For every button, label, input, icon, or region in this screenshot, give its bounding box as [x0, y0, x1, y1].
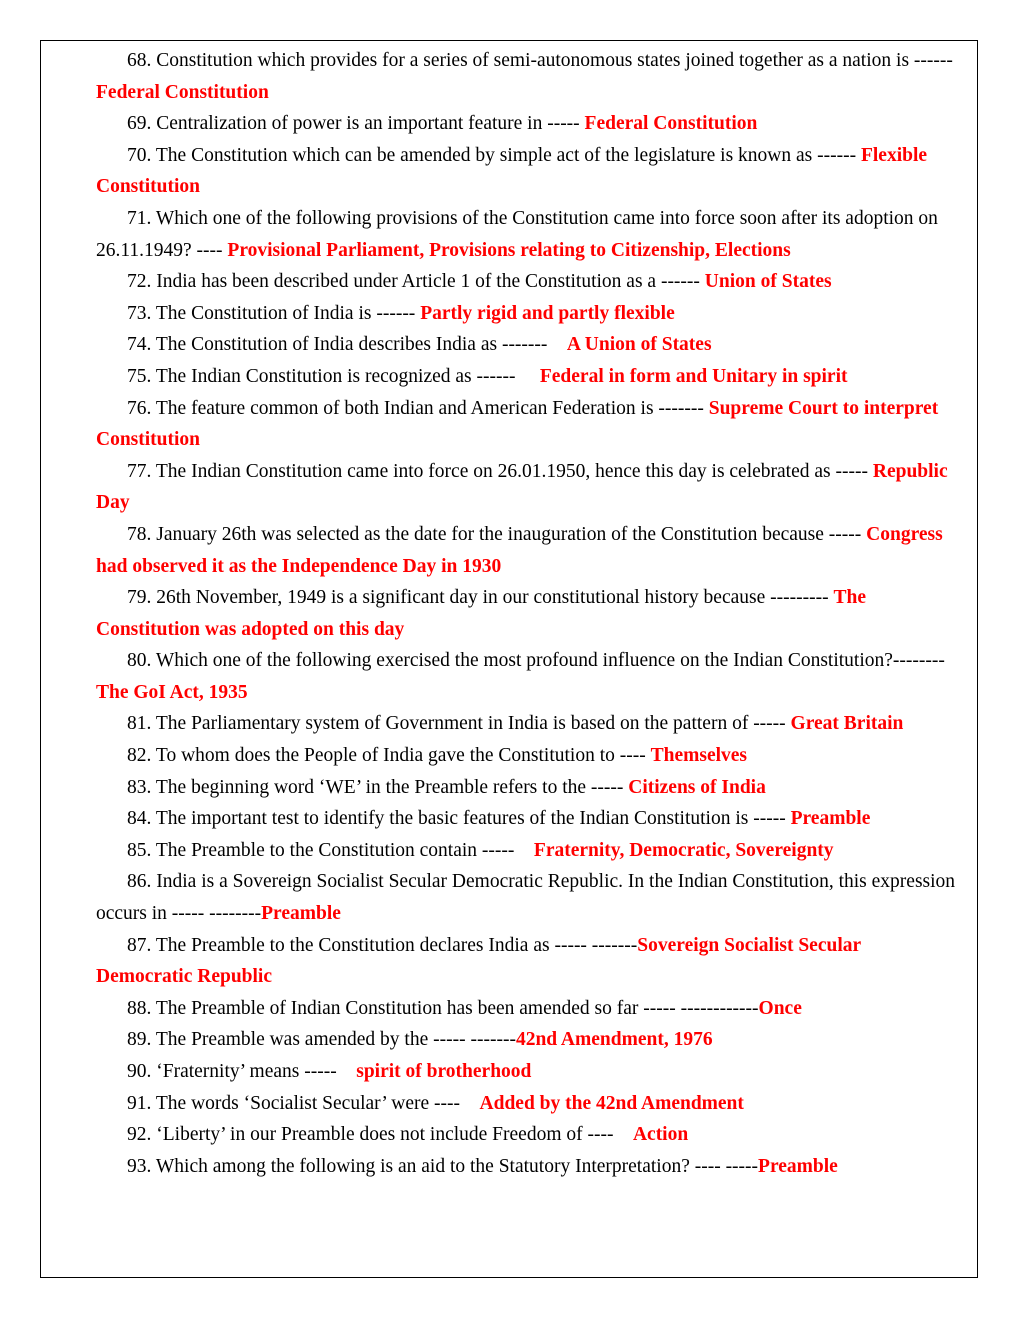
question-text: 73. The Constitution of India is ------	[127, 302, 421, 324]
answer-text: The GoI Act, 1935	[96, 681, 248, 703]
question-text: 88. The Preamble of Indian Constitution has been amended so far ----- ------------	[127, 997, 759, 1019]
question-item	[96, 329, 956, 361]
question-text: 77. The Indian Constitution came into force on 26.01.1950, hence this day is celebrated as -----	[127, 460, 873, 482]
question-text: 84. The important test to identify the basic features of the Indian Constitution is -----	[127, 808, 791, 830]
answer-text: Once	[758, 997, 802, 1019]
answer-text: The Constitution was adopted on this day	[96, 587, 866, 640]
question-text: 89. The Preamble was amended by the ----- -------	[127, 1029, 516, 1051]
answer-text: Provisional Parliament, Provisions relating to Citizenship, Elections	[227, 239, 791, 261]
question-text: 85. The Preamble to the Constitution contain -----	[127, 839, 534, 861]
question-item	[96, 1024, 956, 1056]
question-item	[96, 1088, 956, 1120]
answer-text: Supreme Court to interpret Constitution	[96, 397, 939, 451]
question-item	[96, 740, 956, 772]
question-text: 70. The Constitution which can be amended by simple act of the legislature is known as ------	[127, 144, 861, 166]
question-text: 71. Which one of the following provisions of the Constitution came into force soon after its adoption on 26.11.1949? ----	[96, 207, 938, 261]
question-text: 91. The words ‘Socialist Secular’ were ----	[127, 1092, 480, 1114]
answer-text: Added by the 42nd Amendment	[479, 1092, 744, 1114]
question-text: 81. The Parliamentary system of Government in India is based on the pattern of -----	[127, 713, 791, 735]
question-item	[96, 361, 956, 393]
question-text: 90. ‘Fraternity’ means -----	[127, 1061, 357, 1082]
question-text: 86. India is a Sovereign Socialist Secular Democratic Republic. In the Indian Constitution, this expression occurs in ----- --------	[96, 871, 956, 925]
answer-text: Preamble	[758, 1155, 838, 1177]
question-text: 93. Which among the following is an aid to the Statutory Interpretation? ---- -----	[127, 1155, 759, 1177]
answer-text: Preamble	[790, 808, 871, 830]
question-item	[96, 298, 956, 330]
question-item	[96, 203, 956, 266]
question-text: 82. To whom does the People of India gave the Constitution to ----	[127, 745, 651, 767]
answer-text: Fraternity, Democratic, Sovereignty	[533, 839, 834, 861]
question-item	[96, 519, 956, 582]
question-text: 80. Which one of the following exercised the most profound influence on the Indian Constitution?--------	[127, 650, 945, 672]
answer-text: A Union of States	[566, 334, 712, 356]
question-item	[96, 140, 956, 203]
question-item	[96, 45, 956, 108]
answer-text: Sovereign Socialist Secular Democratic Republic	[96, 934, 861, 988]
question-item	[96, 456, 956, 519]
answer-text: Federal in form and Unitary in spirit	[539, 365, 848, 387]
question-item	[96, 393, 956, 456]
question-text: 68. Constitution which provides for a series of semi-autonomous states joined together as a nation is ------	[127, 50, 953, 71]
answer-text: 42nd Amendment, 1976	[515, 1029, 713, 1051]
answer-text: Citizens of India	[628, 776, 766, 798]
question-item	[96, 1151, 956, 1183]
question-item	[96, 835, 956, 867]
question-item	[96, 803, 956, 835]
answer-text: Preamble	[261, 903, 341, 925]
answer-text: Federal Constitution	[584, 113, 758, 135]
question-item	[96, 108, 956, 140]
question-item	[96, 1056, 956, 1088]
answer-text: Congress had observed it as the Independence Day in 1930	[96, 523, 943, 577]
question-item	[96, 930, 956, 993]
question-text: 72. India has been described under Article 1 of the Constitution as a ------	[127, 271, 705, 293]
question-item	[96, 582, 956, 645]
question-text: 78. January 26th was selected as the date for the inauguration of the Constitution because -----	[127, 523, 867, 545]
answer-text: Action	[632, 1124, 689, 1146]
answer-text: Themselves	[650, 745, 748, 767]
question-text: 74. The Constitution of India describes India as -------	[127, 334, 567, 356]
question-text: 87. The Preamble to the Constitution declares India as ----- -------	[127, 934, 638, 956]
answer-text: Flexible Constitution	[96, 144, 928, 198]
question-text: 79. 26th November, 1949 is a significant day in our constitutional history because ---------	[127, 587, 834, 609]
question-item	[96, 772, 956, 804]
question-text: 83. The beginning word ‘WE’ in the Preamble refers to the -----	[127, 776, 629, 798]
answer-text: Federal Constitution	[96, 81, 269, 103]
question-list	[96, 45, 956, 1182]
answer-text: Great Britain	[790, 713, 904, 735]
answer-text: spirit of brotherhood	[356, 1061, 532, 1082]
question-text: 92. ‘Liberty’ in our Preamble does not include Freedom of ----	[127, 1124, 633, 1146]
question-item	[96, 1119, 956, 1151]
answer-text: Partly rigid and partly flexible	[420, 302, 675, 324]
question-text: 69. Centralization of power is an important feature in -----	[127, 113, 585, 135]
question-text: 75. The Indian Constitution is recognized as ------	[127, 365, 540, 387]
answer-text: Republic Day	[96, 460, 948, 514]
question-item	[96, 266, 956, 298]
answer-text: Union of States	[704, 271, 832, 293]
question-item	[96, 708, 956, 740]
question-item	[96, 993, 956, 1025]
question-item	[96, 866, 956, 929]
question-item	[96, 645, 956, 708]
question-text: 76. The feature common of both Indian and American Federation is -------	[127, 397, 709, 419]
